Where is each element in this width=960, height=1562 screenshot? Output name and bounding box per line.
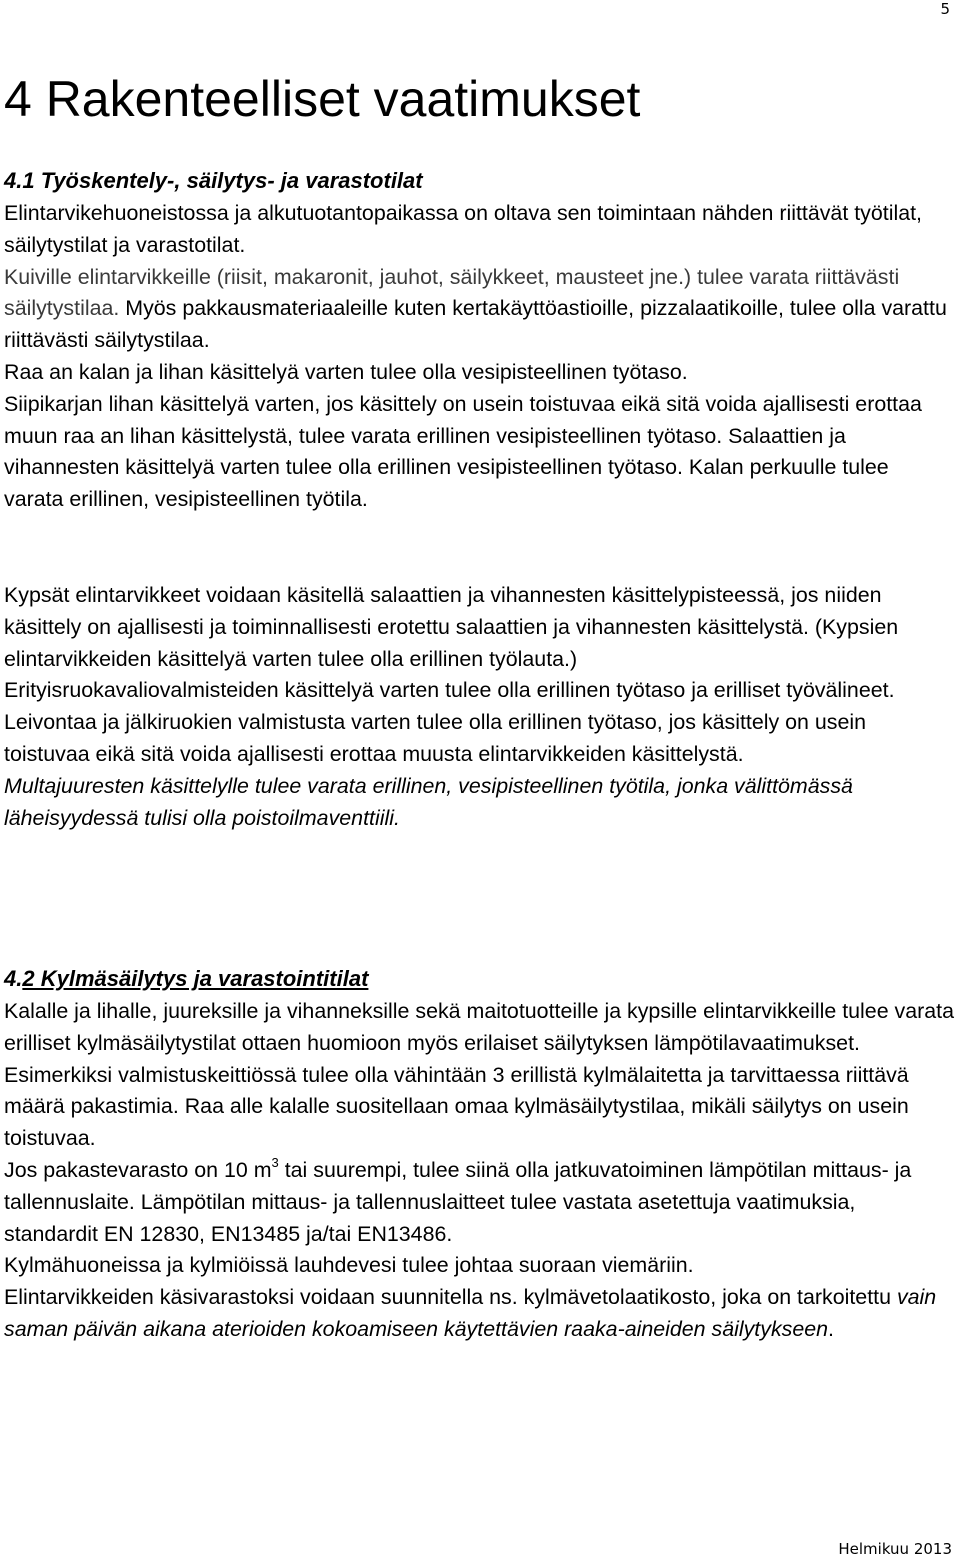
- sentence: Kalan perkuulle tulee varata erillinen, vesipisteellinen työtila.: [4, 455, 889, 512]
- section-4-1-body-2: [4, 580, 954, 834]
- sentence: Kalalle ja lihalle, juureksille ja vihanneksille sekä maitotuotteille ja kypsille elintarvikkeille tulee varata erilliset kylmäsäilytystilat ottaen huomioon myös erilaiset säilytyksen lämpötilavaatimukset.: [4, 999, 954, 1055]
- sentence: Erityisruokavaliovalmisteiden käsittelyä varten tulee olla erillinen työtaso ja erilliset työvälineet.: [4, 678, 895, 703]
- paragraph: [4, 996, 954, 1346]
- superscript: 3: [271, 1154, 279, 1170]
- sentence: Kylmähuoneissa ja kylmiöissä lauhdevesi tulee johtaa suoraan viemäriin.: [4, 1253, 694, 1278]
- footer-date: Helmikuu 2013: [838, 1540, 952, 1558]
- paragraph: [4, 580, 954, 834]
- sentence-part: tai suurempi, tulee siinä olla jatkuvatoiminen lämpötilan mittaus- ja tallennuslaite.: [4, 1157, 912, 1214]
- section-heading-4-1: 4.1 Työskentely-, säilytys- ja varastotilat: [4, 168, 423, 193]
- sentence-part-italic: vain saman päivän aikana aterioiden kokoamiseen käytettävien raaka-aineiden säilytykseen: [4, 1285, 937, 1341]
- sentence: Lämpötilan mittaus- ja tallennuslaitteet tulee vastata asetettuja vaatimuksia, standardit EN 12830, EN13485 ja/tai EN13486.: [4, 1189, 856, 1246]
- sentence: Kuiville elintarvikkeille (riisit, makaronit, jauhot, säilykkeet, mausteet jne.) tulee varata riittävästi säilytystilaa.: [4, 264, 900, 321]
- page-number: 5: [940, 0, 950, 18]
- sentence: Siipikarjan lihan käsittelyä varten, jos käsittely on usein toistuvaa eikä sitä voida ajallisesti erottaa muun raa an lihan käsittelystä, tulee varata erillinen vesipisteellinen työtaso.: [4, 391, 922, 448]
- sentence: Elintarvikehuoneistossa ja alkutuotantopaikassa on oltava sen toimintaan nähden riittävät työtilat, säilytystilat ja varastotilat.: [4, 201, 922, 257]
- sentence: Salaattien ja vihannesten käsittelyä varten tulee olla erillinen vesipisteellinen työtaso.: [4, 423, 846, 480]
- section-heading-4-2: [4, 964, 368, 994]
- sentence: Myös pakkausmateriaaleille kuten kertakäyttöastioille, pizzalaatikoille, tulee olla varattu riittävästi säilytystilaa.: [4, 296, 947, 353]
- section-4-2-body: [4, 996, 954, 1346]
- chapter-title: 4 Rakenteelliset vaatimukset: [4, 71, 641, 127]
- sentence: (Kypsien elintarvikkeiden käsittelyä varten tulee olla erillinen työlauta.): [4, 614, 899, 671]
- heading-text: 2 Kylmäsäilytys ja varastointitilat: [22, 966, 369, 991]
- sentence: Kypsät elintarvikkeet voidaan käsitellä salaattien ja vihannesten käsittelypisteessä, jos niiden käsittely on ajallisesti ja toiminnallisesti erotettu salaattien ja vihannesten käsittelystä.: [4, 583, 882, 639]
- heading-number: 4.: [4, 966, 23, 991]
- sentence: Raa alle kalalle suositellaan omaa kylmäsäilytystilaa, mikäli säilytys on usein toistuvaa.: [4, 1094, 909, 1151]
- sentence-part: Jos pakastevarasto on 10 m: [4, 1157, 272, 1182]
- sentence: Leivontaa ja jälkiruokien valmistusta varten tulee olla erillinen työtaso, jos käsittely on usein toistuvaa eikä sitä voida ajallisesti erottaa muusta elintarvikkeiden käsittelystä.: [4, 710, 867, 766]
- section-4-1-body: [4, 198, 954, 516]
- sentence: Esimerkiksi valmistuskeittiössä tulee olla vähintään 3 erillistä kylmälaitetta ja tarvittaessa riittävä määrä pakastimia.: [4, 1062, 909, 1119]
- paragraph: [4, 198, 954, 516]
- sentence-part: Elintarvikkeiden käsivarastoksi voidaan suunnitella ns. kylmävetolaatikosto, joka on tarkoitettu: [4, 1285, 897, 1310]
- sentence: Multajuuresten käsittelylle tulee varata erillinen, vesipisteellinen työtila, jonka välittömässä läheisyydessä tulisi olla poistoilmaventtiili.: [4, 773, 853, 830]
- sentence-part: .: [828, 1316, 834, 1341]
- sentence: Raa an kalan ja lihan käsittelyä varten tulee olla vesipisteellinen työtaso.: [4, 359, 688, 384]
